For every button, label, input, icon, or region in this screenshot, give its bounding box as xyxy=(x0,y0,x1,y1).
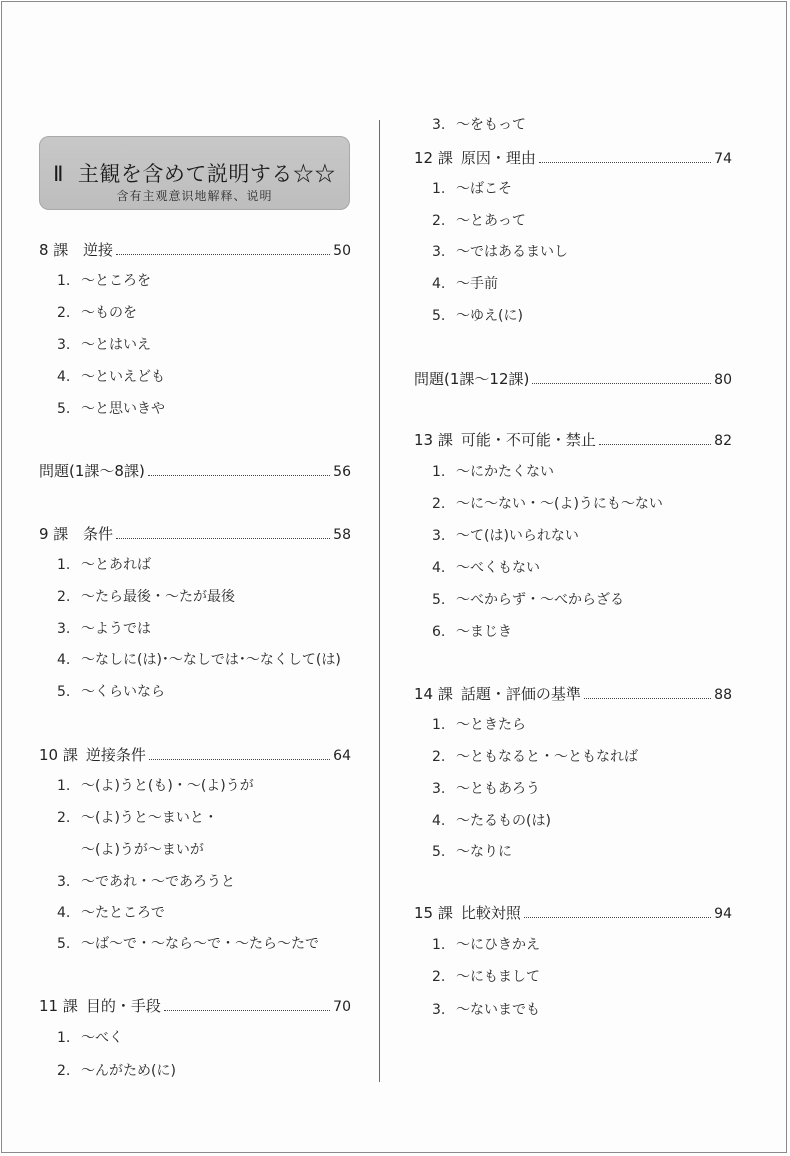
lesson-entry xyxy=(414,902,732,923)
page-number: 80 xyxy=(714,372,732,388)
dot-leader xyxy=(599,443,711,445)
page-number: 64 xyxy=(333,748,351,764)
lesson-entry xyxy=(414,429,732,450)
dot-leader xyxy=(524,916,711,918)
dot-leader xyxy=(532,382,711,384)
page-number: 82 xyxy=(714,433,732,449)
lesson-number: 8 課 xyxy=(39,241,69,259)
item-text: ～ではあるまいし xyxy=(456,244,568,260)
dot-leader xyxy=(148,474,330,476)
item-text: ～たところで xyxy=(81,905,165,921)
item-text: ～ともあろう xyxy=(456,781,540,797)
grammar-item xyxy=(432,273,498,293)
item-text: ～ともなると・～ともなれば xyxy=(456,749,638,765)
grammar-item xyxy=(57,933,319,953)
item-text: ～といえども xyxy=(81,369,165,385)
lesson-number: 15 課 xyxy=(414,904,453,922)
item-number: 3. xyxy=(432,1002,446,1018)
lesson-number: 10 課 xyxy=(39,746,78,764)
grammar-item xyxy=(432,210,526,230)
item-text: ～なりに xyxy=(456,844,512,860)
lesson-title: 逆接条件 xyxy=(85,746,146,764)
dot-leader xyxy=(116,537,330,539)
dot-leader xyxy=(149,758,330,760)
lesson-number: 11 課 xyxy=(39,997,78,1015)
grammar-item xyxy=(432,778,540,798)
section-subtitle: 含有主观意识地解释、说明 xyxy=(116,189,273,203)
grammar-item xyxy=(57,871,235,891)
grammar-item xyxy=(57,902,165,922)
toc-page xyxy=(1,1,787,1153)
grammar-item xyxy=(432,589,624,609)
page-number: 94 xyxy=(714,906,732,922)
lesson-entry xyxy=(39,744,351,765)
dot-leader xyxy=(116,253,330,255)
grammar-item xyxy=(432,934,540,954)
grammar-item xyxy=(432,966,540,986)
dot-leader xyxy=(164,1009,330,1011)
item-text: ～ときたら xyxy=(456,717,526,733)
grammar-item xyxy=(57,554,151,574)
grammar-item xyxy=(432,841,512,861)
item-number: 4. xyxy=(432,560,446,576)
section-title xyxy=(39,158,350,188)
grammar-item xyxy=(57,807,218,827)
item-text: ～とあって xyxy=(456,213,526,229)
lesson-entry xyxy=(39,460,351,481)
item-number: 2. xyxy=(57,305,71,321)
item-text: ～(よ)うと(も)・～(よ)うが xyxy=(81,778,254,794)
item-number: 2. xyxy=(57,810,71,826)
page-number: 56 xyxy=(333,464,351,480)
item-text: ～であれ・～であろうと xyxy=(81,874,235,890)
item-number: 1. xyxy=(432,717,446,733)
grammar-item xyxy=(432,305,523,325)
item-number: 5. xyxy=(57,401,71,417)
lesson-entry xyxy=(414,147,732,168)
item-number: 3. xyxy=(57,337,71,353)
item-number: 2. xyxy=(432,749,446,765)
lesson-title: 原因・理由 xyxy=(460,149,536,167)
item-number: 3. xyxy=(57,874,71,890)
item-text: ～をもって xyxy=(456,117,526,133)
item-text: ～とはいえ xyxy=(81,337,151,353)
item-text: ～とあれば xyxy=(81,557,151,573)
grammar-item xyxy=(57,586,235,606)
lesson-number: 14 課 xyxy=(414,685,453,703)
lesson-entry xyxy=(39,523,351,544)
lesson-title: 可能・不可能・禁止 xyxy=(460,431,596,449)
item-text: ～ようでは xyxy=(81,621,151,637)
item-number: 4. xyxy=(57,369,71,385)
item-number: 2. xyxy=(57,1063,71,1079)
item-text: ～ないまでも xyxy=(456,1002,540,1018)
item-text: ～にひきかえ xyxy=(456,937,540,953)
lesson-number: 12 課 xyxy=(414,149,453,167)
dot-leader xyxy=(539,161,711,163)
grammar-item xyxy=(57,302,137,322)
item-text: ～なしに(は)･～なしでは･～なくして(は) xyxy=(81,652,341,668)
grammar-item xyxy=(432,999,540,1019)
item-text: ～べく xyxy=(81,1030,123,1046)
grammar-item xyxy=(432,493,663,513)
lesson-entry xyxy=(39,239,351,260)
grammar-item xyxy=(432,525,579,545)
item-text: ～くらいなら xyxy=(81,684,165,700)
grammar-item xyxy=(432,114,526,134)
item-number: 3. xyxy=(432,781,446,797)
item-number: 5. xyxy=(57,936,71,952)
item-text: ～手前 xyxy=(456,276,498,292)
item-number: 3. xyxy=(432,244,446,260)
item-text: ～と思いきや xyxy=(81,401,165,417)
item-text: ～たら最後・～たが最後 xyxy=(81,589,235,605)
item-text: ～て(は)いられない xyxy=(456,528,579,544)
item-text: ～ゆえ(に) xyxy=(456,308,523,324)
item-text: ～べからず・～べからざる xyxy=(456,592,624,608)
lesson-title: 比較対照 xyxy=(460,904,521,922)
grammar-item xyxy=(432,178,512,198)
item-number: 1. xyxy=(432,464,446,480)
grammar-item xyxy=(432,746,638,766)
item-number: 1. xyxy=(57,557,71,573)
grammar-item xyxy=(432,461,554,481)
item-number: 1. xyxy=(432,937,446,953)
item-number: 1. xyxy=(57,1030,71,1046)
item-number: 5. xyxy=(432,592,446,608)
item-text: ～に～ない・～(よ)うにも～ない xyxy=(456,496,663,512)
item-text: ～べくもない xyxy=(456,560,540,576)
grammar-item xyxy=(432,241,568,261)
item-text: ～んがため(に) xyxy=(81,1063,176,1079)
lesson-number: 13 課 xyxy=(414,431,453,449)
page-number: 58 xyxy=(333,527,351,543)
page-number: 70 xyxy=(333,999,351,1015)
grammar-item xyxy=(57,618,151,638)
grammar-item xyxy=(57,366,165,386)
item-text: ～にもまして xyxy=(456,969,540,985)
lesson-number: 9 課 xyxy=(39,525,69,543)
item-number: 4. xyxy=(57,905,71,921)
grammar-item xyxy=(57,334,151,354)
item-number: 4. xyxy=(432,276,446,292)
grammar-item xyxy=(81,839,204,859)
item-text: ～まじき xyxy=(456,624,512,640)
item-number: 3. xyxy=(432,117,446,133)
grammar-item xyxy=(432,714,526,734)
grammar-item xyxy=(57,270,151,290)
item-number: 2. xyxy=(57,589,71,605)
column-divider xyxy=(379,120,380,1082)
item-number: 5. xyxy=(432,844,446,860)
item-number: 2. xyxy=(432,213,446,229)
lesson-title: 話題・評価の基準 xyxy=(460,685,581,703)
item-text: ～(よ)うと～まいと・ xyxy=(81,810,218,826)
dot-leader xyxy=(584,697,711,699)
item-text: ～ばこそ xyxy=(456,181,512,197)
item-number: 5. xyxy=(432,308,446,324)
lesson-title: 問題(1課～12課) xyxy=(414,370,530,388)
section-banner xyxy=(39,136,350,210)
grammar-item xyxy=(432,621,512,641)
item-text: ～たるもの(は) xyxy=(456,813,551,829)
item-number: 3. xyxy=(57,621,71,637)
item-number: 6. xyxy=(432,624,446,640)
grammar-item xyxy=(57,398,165,418)
page-number: 50 xyxy=(333,243,351,259)
item-text: ～ば～で・～なら～で・～たら～たで xyxy=(81,936,319,952)
section-title-text: 主観を含めて説明する☆☆ xyxy=(77,162,336,186)
lesson-title: 目的・手段 xyxy=(85,997,161,1015)
item-text: ～ものを xyxy=(81,305,137,321)
item-text: ～ところを xyxy=(81,273,151,289)
item-number: 2. xyxy=(432,496,446,512)
grammar-item xyxy=(432,557,540,577)
lesson-title: 問題(1課～8課) xyxy=(39,462,145,480)
section-numeral: Ⅱ xyxy=(53,162,64,186)
grammar-item xyxy=(57,681,165,701)
lesson-entry xyxy=(414,368,732,389)
item-number: 3. xyxy=(432,528,446,544)
item-text: ～にかたくない xyxy=(456,464,554,480)
item-number: 4. xyxy=(432,813,446,829)
grammar-item xyxy=(432,810,551,830)
page-number: 74 xyxy=(714,151,732,167)
lesson-entry xyxy=(414,683,732,704)
grammar-item xyxy=(57,775,254,795)
item-number: 4. xyxy=(57,652,71,668)
grammar-item xyxy=(57,1060,176,1080)
grammar-item xyxy=(57,649,341,669)
lesson-entry xyxy=(39,995,351,1016)
item-number: 5. xyxy=(57,684,71,700)
grammar-item xyxy=(57,1027,123,1047)
item-number: 2. xyxy=(432,969,446,985)
item-number: 1. xyxy=(57,778,71,794)
page-number: 88 xyxy=(714,687,732,703)
item-number: 1. xyxy=(432,181,446,197)
lesson-title: 条件 xyxy=(83,525,114,543)
item-number: 1. xyxy=(57,273,71,289)
lesson-title: 逆接 xyxy=(83,241,114,259)
item-text: ～(よ)うが～まいが xyxy=(81,842,204,858)
